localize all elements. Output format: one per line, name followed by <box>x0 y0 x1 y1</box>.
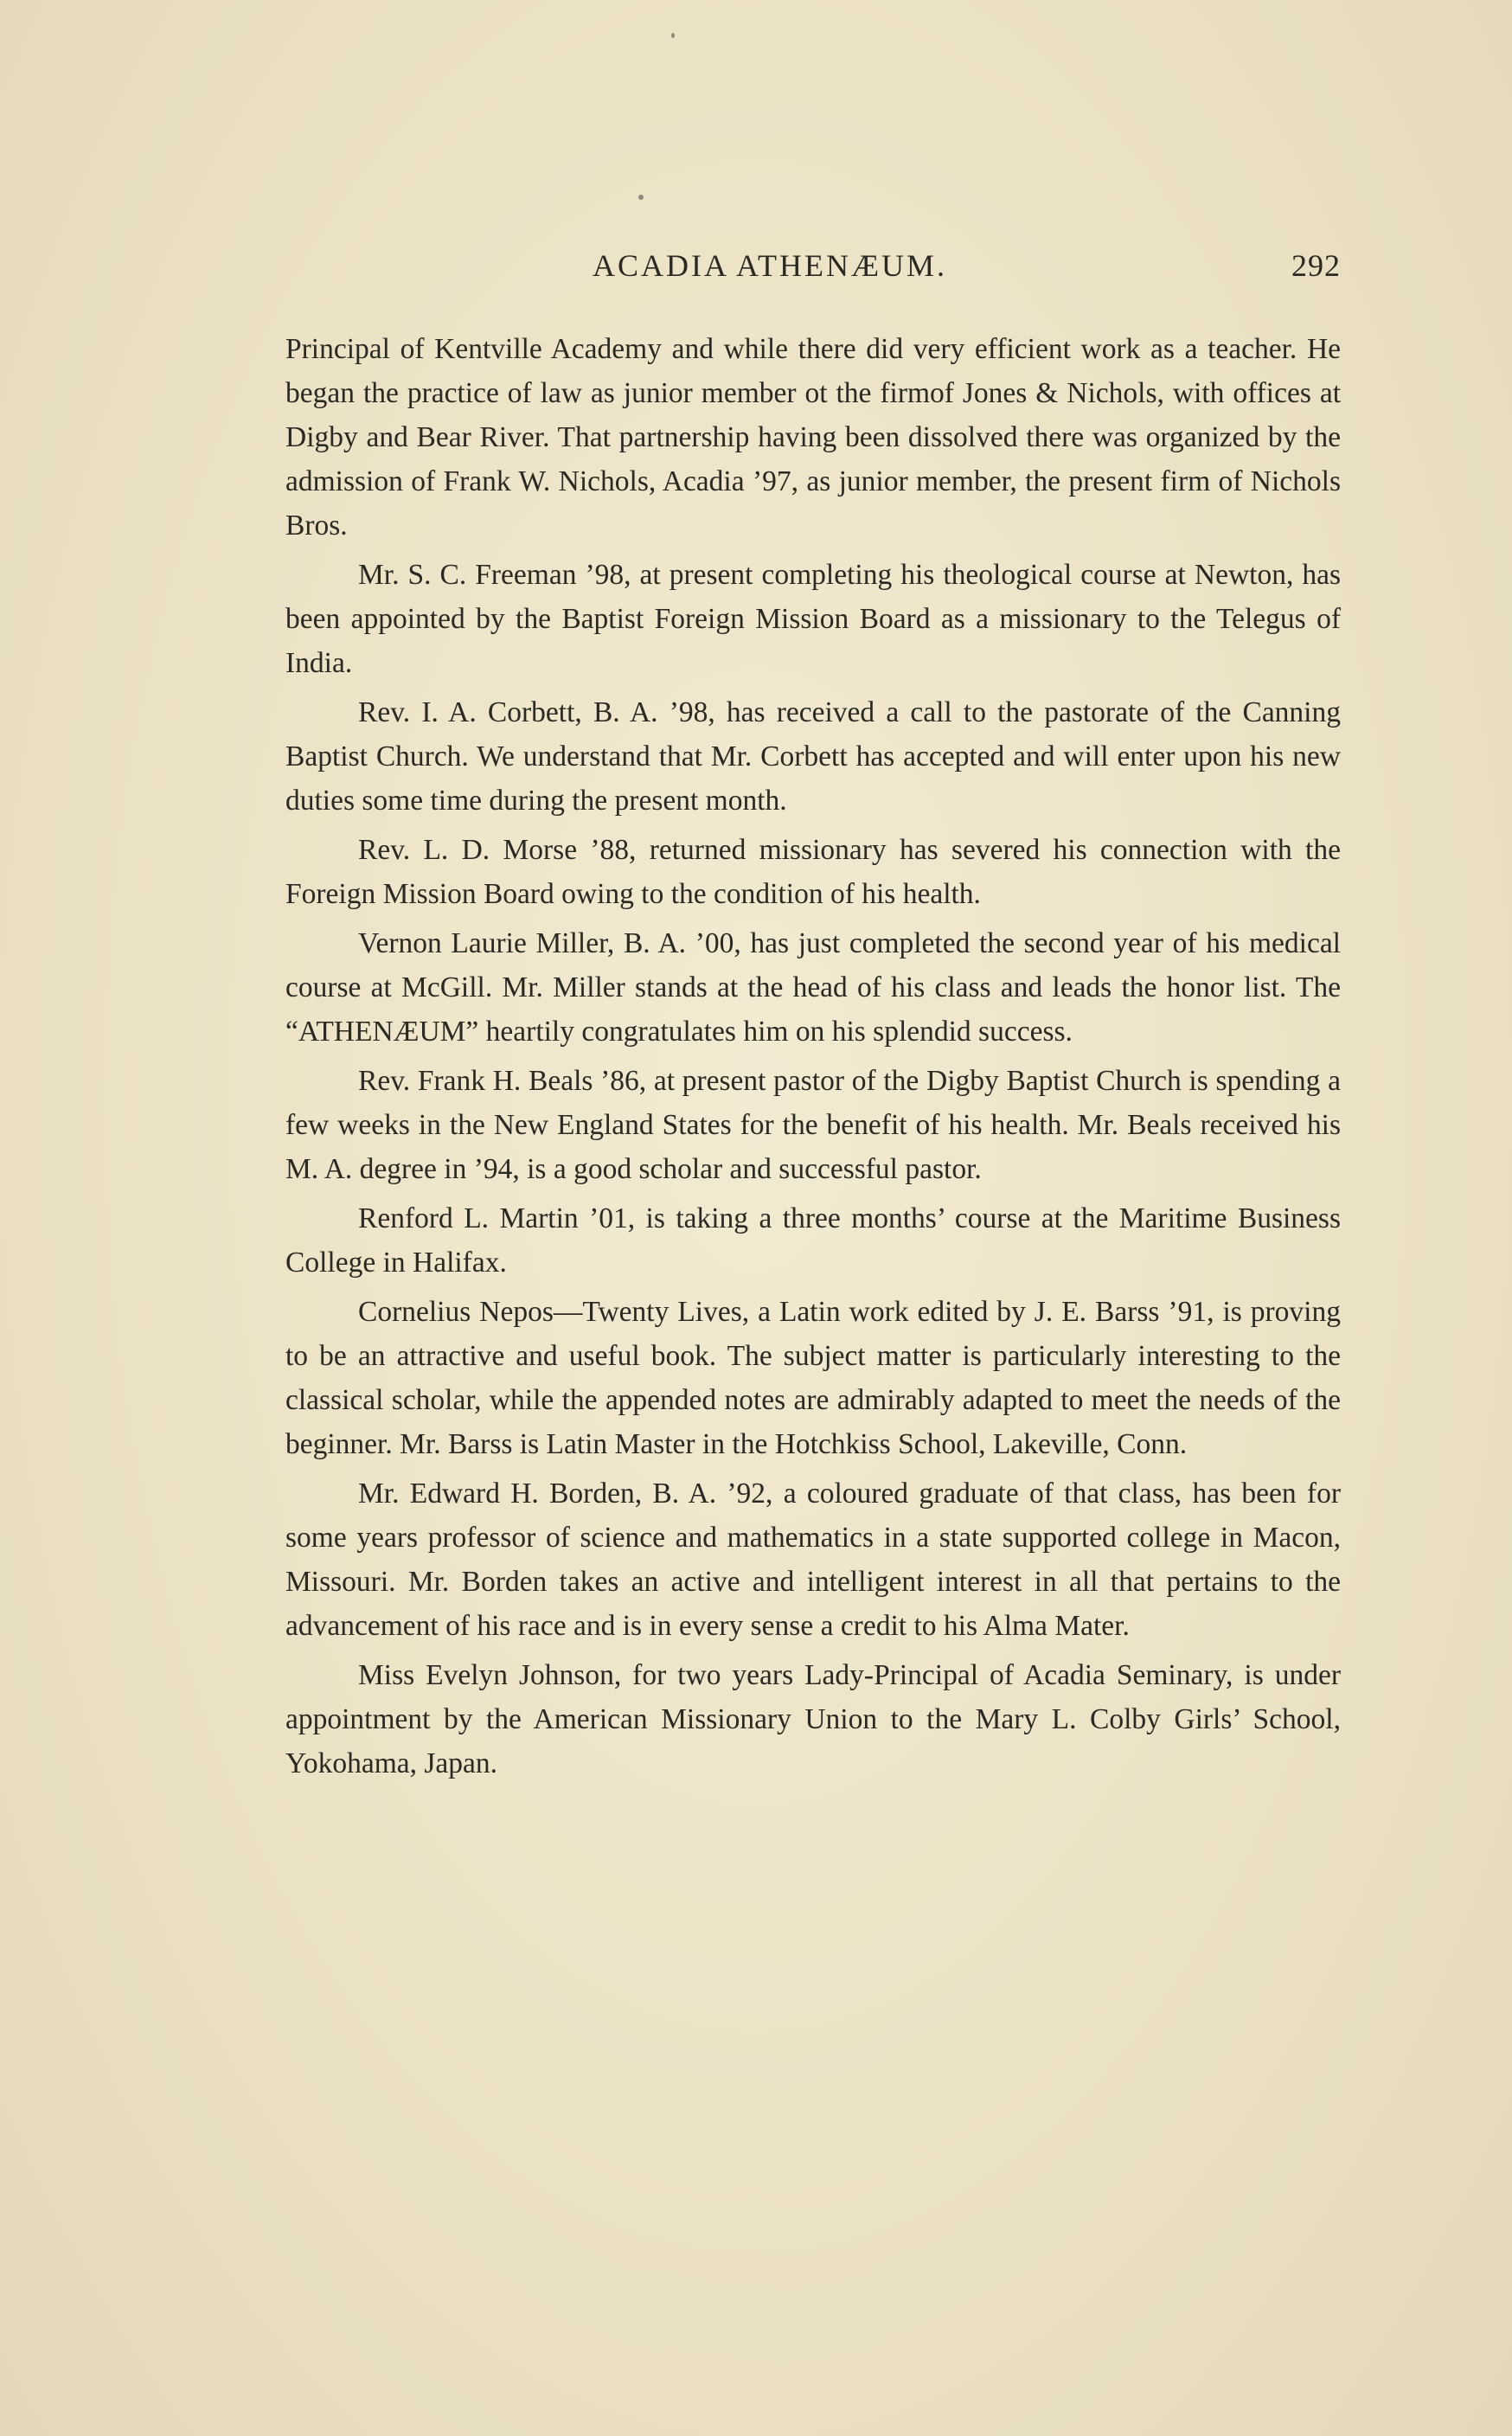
paragraph-nichols: Principal of Kentville Academy and while there did very efficient work as a teacher. He began the practice of law as junior member ot the firmof Jones & Nichols, with offices at Digby and Bear River. That partnership having been dissolved there was organized by the admission of Frank W. Nichols, Acadia ’97, as junior member, the present firm of Nichols Bros. <box>285 333 1341 542</box>
paragraph-borden: Mr. Edward H. Borden, B. A. ’92, a coloured graduate of that class, has been for some years professor of science and mathematics in a state supported college in Macon, Missouri. Mr. Borden takes an active and intelligent interest in all that pertains to the advancement of his race and is in every sense a credit to his Alma Mater. <box>285 1478 1341 1642</box>
ink-speck <box>671 33 675 38</box>
paragraph-johnson: Miss Evelyn Johnson, for two years Lady-Principal of Acadia Seminary, is under appointment by the American Missionary Union to the Mary L. Colby Girls’ School, Yokohama, Japan. <box>285 1659 1341 1779</box>
page-header <box>285 247 1341 292</box>
ink-speck <box>638 195 644 200</box>
paragraph-barss: Cornelius Nepos—Twenty Lives, a Latin work edited by J. E. Barss ’91, is proving to be an attractive and useful book. The subject matter is particularly interesting to the classical scholar, while the appended notes are admirably adapted to meet the needs of the beginner. Mr. Barss is Latin Master in the Hotchkiss School, Lakeville, Conn. <box>285 1296 1341 1460</box>
paragraph-miller: Vernon Laurie Miller, B. A. ’00, has just completed the second year of his medical course at McGill. Mr. Miller stands at the head of his class and leads the honor list. The “ATHENÆUM” heartily congratulates him on his splendid success. <box>285 927 1341 1048</box>
paragraph-freeman: Mr. S. C. Freeman ’98, at present completing his theological course at Newton, has been appointed by the Baptist Foreign Mission Board as a missionary to the Telegus of India. <box>285 559 1341 679</box>
article-body <box>285 327 1341 1791</box>
paragraph-morse: Rev. L. D. Morse ’88, returned missionary has severed his connection with the Foreign Mission Board owing to the condition of his health. <box>285 834 1341 910</box>
running-title: ACADIA ATHENÆUM. <box>593 248 948 283</box>
paragraph-martin: Renford L. Martin ’01, is taking a three months’ course at the Maritime Business College in Halifax. <box>285 1202 1341 1279</box>
paragraph-corbett: Rev. I. A. Corbett, B. A. ’98, has received a call to the pastorate of the Canning Baptist Church. We understand that Mr. Corbett has accepted and will enter upon his new duties some time during the present month. <box>285 696 1341 817</box>
paragraph-beals: Rev. Frank H. Beals ’86, at present pastor of the Digby Baptist Church is spending a few weeks in the New England States for the benefit of his health. Mr. Beals received his M. A. degree in ’94, is a good scholar and successful pastor. <box>285 1065 1341 1185</box>
page-number: 292 <box>1291 248 1341 283</box>
